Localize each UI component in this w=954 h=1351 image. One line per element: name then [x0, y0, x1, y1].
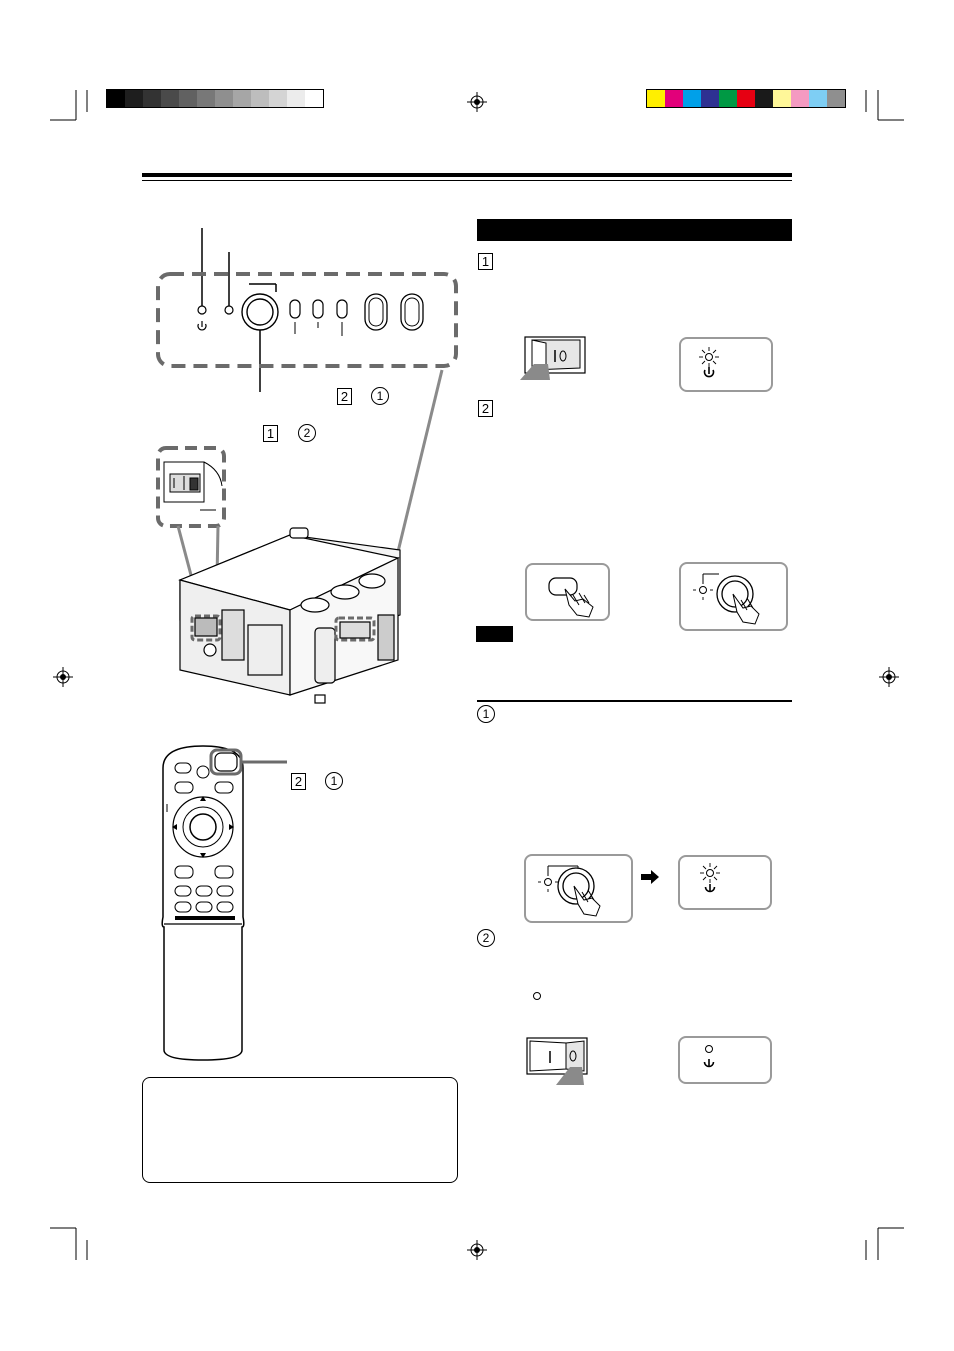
note-label: [476, 626, 513, 642]
gray-swatch: [215, 90, 233, 107]
color-swatch: [809, 90, 827, 107]
gray-swatch: [125, 90, 143, 107]
remote-control-illustration: [155, 742, 355, 1072]
registration-mark-bottom: [467, 1240, 487, 1260]
switch-ref-sub: 2: [298, 424, 316, 442]
remote-button-press-box: [525, 563, 610, 621]
power-symbol-icon: [705, 1059, 714, 1067]
gray-swatch: [305, 90, 323, 107]
color-scale-bar: [646, 89, 846, 108]
remote-ref-step: 2: [291, 773, 306, 790]
gray-swatch: [161, 90, 179, 107]
substep-1-marker: 1: [477, 705, 495, 723]
panel-ref-step: 2: [337, 388, 352, 405]
arrow-right-icon: [641, 870, 661, 884]
gray-swatch: [269, 90, 287, 107]
power-indicator-box-standby: [678, 855, 772, 910]
power-symbol-icon: [705, 367, 714, 377]
gray-swatch: [179, 90, 197, 107]
color-swatch: [701, 90, 719, 107]
switch-on-illustration: [520, 336, 590, 386]
panel-button-hold-box: [524, 854, 633, 923]
gray-scale-bar: [106, 89, 324, 108]
indicator-off-glyph: [533, 992, 541, 1000]
step-2-marker: 2: [478, 400, 493, 417]
switch-off-illustration: [522, 1037, 592, 1087]
projector-illustration: [150, 440, 470, 720]
control-panel-diagram: [140, 222, 470, 412]
gray-swatch: [197, 90, 215, 107]
color-swatch: [755, 90, 773, 107]
header-rule: [142, 173, 792, 177]
power-switch-closeup: [164, 462, 222, 510]
gray-swatch: [233, 90, 251, 107]
power-indicator-box-on: [679, 337, 773, 392]
color-swatch: [773, 90, 791, 107]
color-swatch: [737, 90, 755, 107]
remote-ref-sub: 1: [325, 772, 343, 790]
step-1-marker: 1: [478, 253, 493, 270]
power-symbol-icon: [198, 321, 206, 330]
switch-ref-step: 1: [263, 425, 278, 442]
color-swatch: [665, 90, 683, 107]
color-swatch: [647, 90, 665, 107]
gray-swatch: [143, 90, 161, 107]
section-title-bar: [477, 219, 792, 241]
header-rule-thin: [142, 180, 792, 181]
gray-swatch: [287, 90, 305, 107]
color-swatch: [719, 90, 737, 107]
power-symbol-icon: [706, 884, 715, 892]
registration-mark-right: [879, 667, 899, 687]
color-swatch: [791, 90, 809, 107]
gray-swatch: [251, 90, 269, 107]
substep-2-marker: 2: [477, 929, 495, 947]
registration-mark-left: [53, 667, 73, 687]
panel-button-press-box: [679, 562, 788, 631]
panel-ref-sub: 1: [371, 387, 389, 405]
gray-swatch: [107, 90, 125, 107]
registration-mark-top: [467, 92, 487, 112]
color-swatch: [683, 90, 701, 107]
section-divider: [477, 700, 792, 702]
note-box: [142, 1077, 458, 1183]
power-indicator-box-off: [678, 1036, 772, 1084]
color-swatch: [827, 90, 845, 107]
